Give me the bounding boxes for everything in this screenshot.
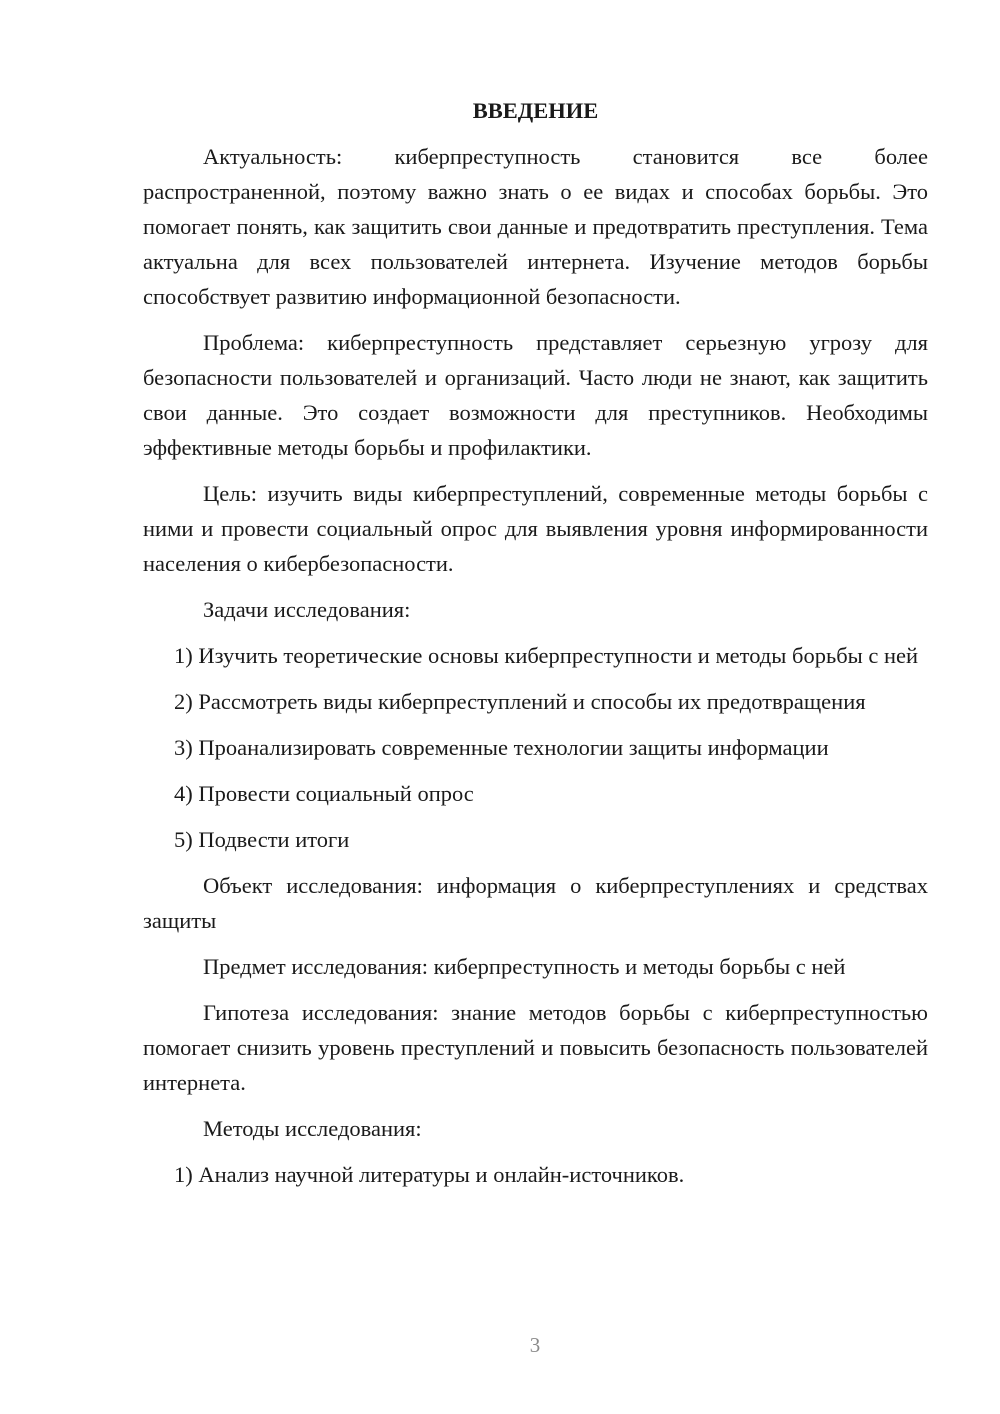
task-item-3: 3) Проанализировать современные технологии защиты информации [174,735,829,760]
section-title: ВВЕДЕНИЕ [472,98,599,123]
hypothesis-paragraph: Гипотеза исследования: знание методов борьбы с киберпреступностью помогает снизить уровень преступлений и повысить безопасность пользователей интернета. [143,1000,928,1095]
task-item-5: 5) Подвести итоги [174,827,350,852]
page-number: 3 [529,1333,541,1357]
method-item-1: 1) Анализ научной литературы и онлайн-источников. [174,1162,685,1187]
relevance-paragraph: Актуальность: киберпреступность становится все более распространенной, поэтому важно знать о ее видах и способах борьбы. Это помогает понять, как защитить свои данные и предотвратить преступления. Тема актуальна для всех пользователей интернета. Изучение методов борьбы способствует развитию информационной безопасности. [143,144,928,309]
methods-heading: Методы исследования: [203,1116,422,1141]
task-item-4: 4) Провести социальный опрос [174,781,474,806]
object-paragraph: Объект исследования: информация о киберпреступлениях и средствах защиты [143,873,928,933]
tasks-heading: Задачи исследования: [203,597,411,622]
document-page [143,93,928,1203]
goal-paragraph: Цель: изучить виды киберпреступлений, современные методы борьбы с ними и провести социальный опрос для выявления уровня информированности населения о кибербезопасности. [143,481,928,576]
task-item-2: 2) Рассмотреть виды киберпреступлений и способы их предотвращения [174,689,866,714]
task-item-1: 1) Изучить теоретические основы киберпреступности и методы борьбы с ней [174,643,919,668]
problem-paragraph: Проблема: киберпреступность представляет серьезную угрозу для безопасности пользователей и организаций. Часто люди не знают, как защитить свои данные. Это создает возможности для преступников. Необходимы эффективные методы борьбы и профилактики. [143,330,928,460]
subject-paragraph: Предмет исследования: киберпреступность и методы борьбы с ней [203,954,846,979]
